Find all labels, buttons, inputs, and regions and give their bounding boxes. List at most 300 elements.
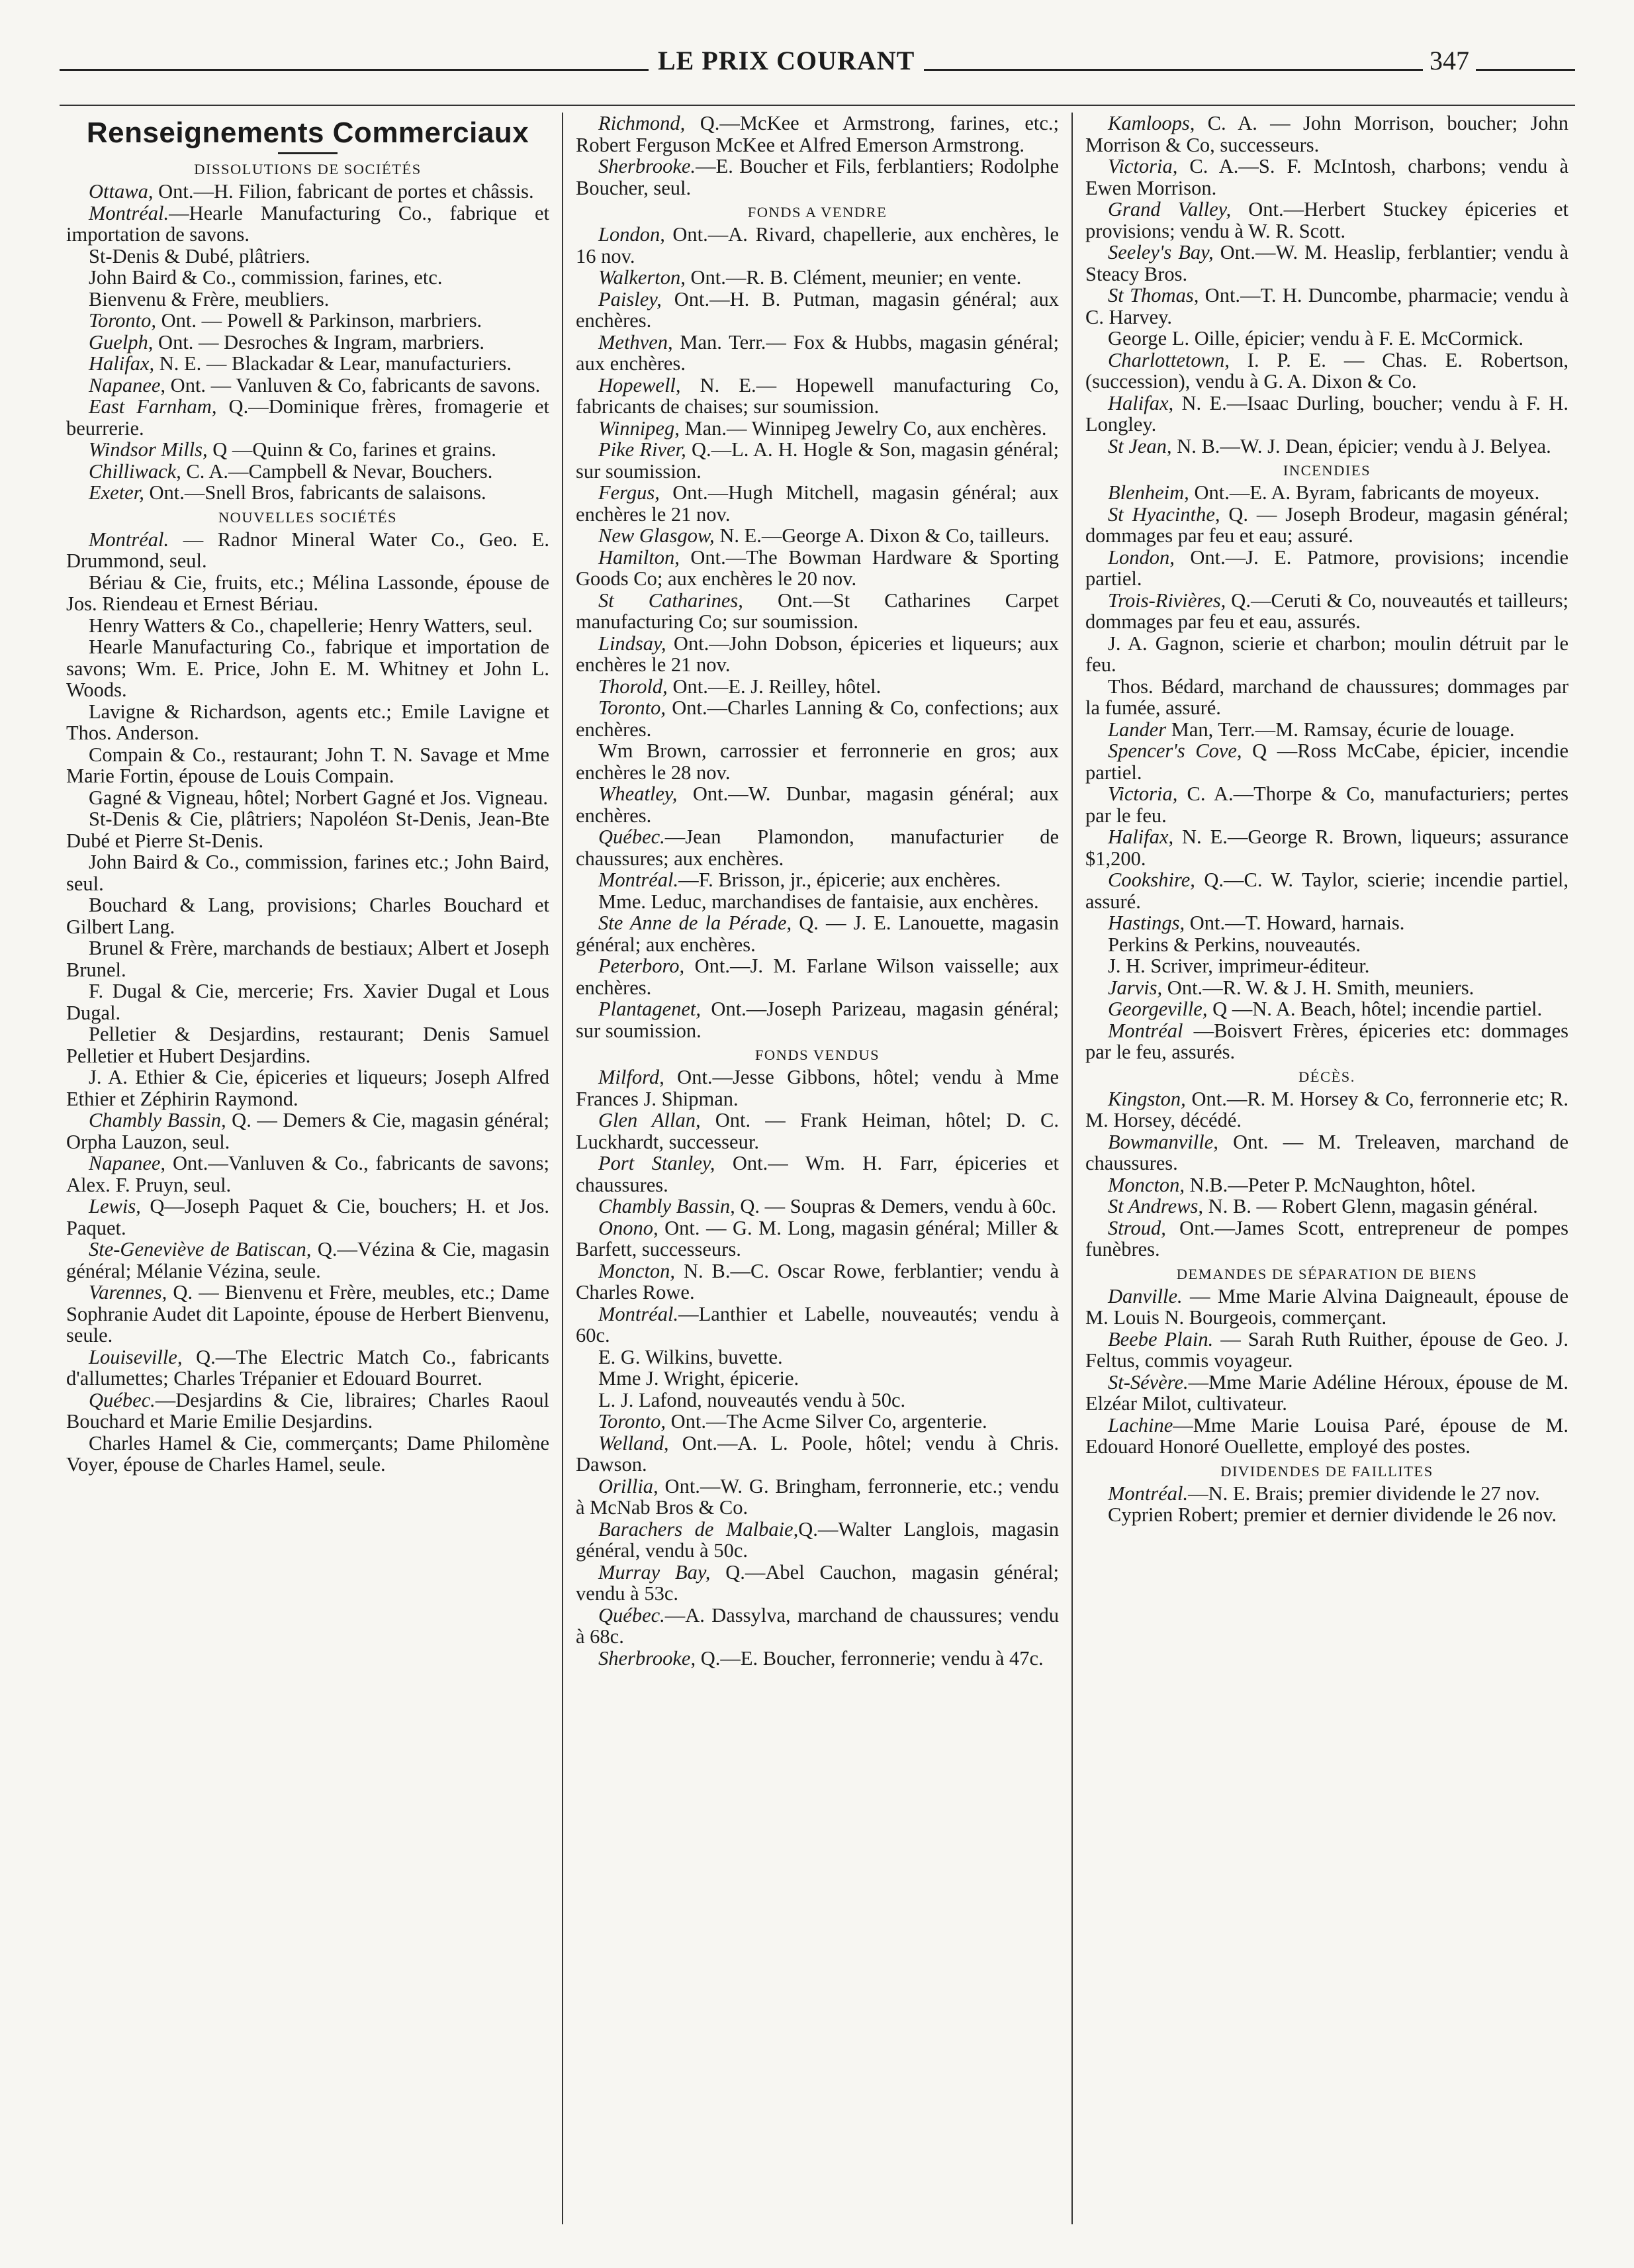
entry-place: Lindsay, bbox=[598, 632, 666, 655]
entry-place: Fergus, bbox=[598, 481, 660, 504]
notice-entry bbox=[66, 1153, 549, 1196]
entry-text: —N. E. Brais; premier dividende le 27 nov. bbox=[1188, 1482, 1540, 1505]
entry-place: Port Stanley, bbox=[598, 1152, 715, 1174]
notice-entry bbox=[576, 1368, 1059, 1390]
entry-place: Toronto, bbox=[598, 1410, 666, 1433]
entry-place: Lachine bbox=[1108, 1413, 1173, 1437]
notice-entry bbox=[1085, 113, 1568, 156]
notice-entry bbox=[66, 701, 549, 744]
entry-text: J. A. Gagnon, scierie et charbon; moulin détruit par le feu. bbox=[1085, 632, 1568, 676]
notice-entry bbox=[66, 1390, 549, 1433]
entry-text: Ont.—T. Howard, harnais. bbox=[1185, 912, 1405, 934]
notice-entry bbox=[1085, 199, 1568, 242]
entry-place: Montréal. bbox=[1108, 1482, 1189, 1505]
notice-entry bbox=[66, 1066, 549, 1110]
entry-place: Kamloops, bbox=[1108, 112, 1195, 134]
entry-place: New Glasgow, bbox=[598, 524, 715, 547]
entry-text: N. E. — Blackadar & Lear, manufacturiers. bbox=[154, 352, 512, 375]
entry-place: St Andrews, bbox=[1108, 1195, 1204, 1217]
notice-entry bbox=[66, 1239, 549, 1282]
notice-entry bbox=[66, 289, 549, 310]
entry-place: Hopewell, bbox=[598, 373, 681, 397]
entry-text: Ont.—H. Filion, fabricant de portes et châssis. bbox=[153, 180, 534, 203]
entry-place: Montréal bbox=[1108, 1019, 1183, 1042]
entry-place: Moncton, bbox=[1108, 1173, 1185, 1196]
notice-entry bbox=[1085, 1286, 1568, 1329]
entry-text: Q.—C. W. Taylor, scierie; incendie partiel, assuré. bbox=[1085, 869, 1568, 913]
notice-entry bbox=[576, 375, 1059, 418]
notice-entry bbox=[576, 1110, 1059, 1153]
entry-place: Victoria, bbox=[1108, 155, 1178, 177]
notice-entry bbox=[66, 980, 549, 1023]
entry-text: Q.—McKee et Armstrong, farines, etc.; Robert Ferguson McKee et Alfred Emerson Armstrong. bbox=[576, 112, 1059, 156]
notice-entry bbox=[576, 590, 1059, 633]
notice-entry bbox=[1085, 328, 1568, 350]
entry-text: L. J. Lafond, nouveautés vendu à 50c. bbox=[598, 1388, 906, 1411]
notice-entry bbox=[66, 267, 549, 289]
notice-entry bbox=[66, 439, 549, 461]
entry-text: Q.—The Electric Match Co., fabricants d'allumettes; Charles Trépanier et Edouard Bourret. bbox=[66, 1345, 549, 1390]
notice-entry bbox=[66, 1433, 549, 1476]
notice-entry bbox=[576, 1153, 1059, 1196]
entry-place: Toronto, bbox=[89, 309, 156, 332]
entry-text: Bouchard & Lang, provisions; Charles Bouchard et Gilbert Lang. bbox=[66, 894, 549, 938]
entry-text: Q.—Walter Langlois, magasin général, vendu à 50c. bbox=[576, 1517, 1059, 1562]
entry-text: Ont.—Vanluven & Co., fabricants de savons; Alex. F. Pruyn, seul. bbox=[66, 1152, 549, 1196]
entry-text: E. G. Wilkins, buvette. bbox=[598, 1345, 783, 1368]
notice-entry bbox=[576, 1260, 1059, 1303]
entry-text: Ont. — Desroches & Ingram, marbriers. bbox=[153, 330, 484, 354]
entry-text: Charles Hamel & Cie, commerçants; Dame Philomène Voyer, épouse de Charles Hamel, seule. bbox=[66, 1431, 549, 1476]
entry-place: Halifax, bbox=[1108, 826, 1174, 848]
entry-text: — Sarah Ruth Ruither, épouse de Geo. J. Feltus, commis voyageur. bbox=[1085, 1327, 1568, 1372]
notice-entry bbox=[576, 1476, 1059, 1519]
entry-place: Walkerton, bbox=[598, 266, 686, 289]
section-heading: FONDS A VENDRE bbox=[747, 204, 887, 220]
notice-entry bbox=[66, 1347, 549, 1390]
entry-place: Orillia, bbox=[598, 1474, 658, 1497]
entry-text: J. H. Scriver, imprimeur-éditeur. bbox=[1108, 955, 1370, 977]
entry-place: Pike River, bbox=[598, 438, 686, 461]
notice-entry bbox=[576, 740, 1059, 783]
entry-text: Gagné & Vigneau, hôtel; Norbert Gagné et Jos. Vigneau. bbox=[89, 786, 548, 809]
entry-text: N. E.—Isaac Durling, boucher; vendu à F. H. Longley. bbox=[1085, 391, 1568, 436]
notice-entry bbox=[576, 482, 1059, 525]
entry-place: Welland, bbox=[598, 1431, 669, 1454]
entry-place: Trois-Rivières, bbox=[1108, 589, 1226, 612]
notice-entry bbox=[66, 572, 549, 615]
entry-text: C. A.—Campbell & Nevar, Bouchers. bbox=[181, 459, 493, 483]
entry-text: Ont. — Powell & Parkinson, marbriers. bbox=[156, 309, 482, 332]
entry-text: Q.—Abel Cauchon, magasin général; vendu à 53c. bbox=[576, 1560, 1060, 1605]
notice-entry bbox=[576, 783, 1059, 826]
notice-entry bbox=[576, 1347, 1059, 1368]
entry-text: —Lanthier et Labelle, nouveautés; vendu à 60c. bbox=[576, 1302, 1059, 1347]
section-heading: FONDS VENDUS bbox=[754, 1047, 880, 1063]
entry-text: Ont.—J. M. Farlane Wilson vaisselle; aux enchères. bbox=[576, 955, 1059, 999]
notice-entry bbox=[1085, 633, 1568, 676]
page-columns bbox=[66, 113, 1568, 2224]
entry-place: Grand Valley, bbox=[1108, 198, 1232, 220]
notice-entry bbox=[1085, 482, 1568, 504]
notice-entry bbox=[1085, 998, 1568, 1020]
entry-place: Bowmanville, bbox=[1108, 1130, 1218, 1153]
entry-place: Sherbrooke, bbox=[598, 1646, 696, 1670]
entry-text: Q. — Soupras & Demers, vendu à 60c. bbox=[735, 1195, 1057, 1217]
entry-text: Q —Quinn & Co, farines et grains. bbox=[207, 438, 496, 461]
notice-entry bbox=[66, 808, 549, 851]
notice-entry bbox=[66, 1282, 549, 1347]
entry-text: Ont. — M. Treleaven, marchand de chaussures. bbox=[1085, 1130, 1568, 1174]
entry-text: Perkins & Perkins, nouveautés. bbox=[1108, 933, 1361, 956]
notice-entry bbox=[576, 332, 1059, 375]
entry-place: Lewis, bbox=[89, 1195, 141, 1217]
entry-place: Paisley, bbox=[598, 287, 662, 310]
notice-entry bbox=[66, 615, 549, 637]
entry-text: Ont.—T. H. Duncombe, pharmacie; vendu à C. Harvey. bbox=[1085, 284, 1568, 328]
notice-entry bbox=[66, 181, 549, 203]
page-number: 347 bbox=[1423, 45, 1476, 76]
notice-entry bbox=[66, 246, 549, 267]
notice-entry bbox=[66, 332, 549, 354]
entry-place: Onono, bbox=[598, 1216, 658, 1239]
entry-place: Blenheim, bbox=[1108, 481, 1189, 504]
entry-place: Victoria, bbox=[1108, 782, 1178, 805]
column-2 bbox=[576, 113, 1059, 2224]
entry-text: Ont.—Jesse Gibbons, hôtel; vendu à Mme Frances J. Shipman. bbox=[576, 1066, 1059, 1110]
entry-place: Barachers de Malbaie, bbox=[598, 1517, 799, 1540]
entry-text: Ont. — Frank Heiman, hôtel; D. C. Luckhardt, successeur. bbox=[576, 1109, 1059, 1153]
entry-text: John Baird & Co., commission, farines etc.; John Baird, seul. bbox=[66, 851, 549, 895]
entry-text: N. B.—W. J. Dean, épicier; vendu à J. Belyea. bbox=[1171, 434, 1551, 457]
entry-place: St-Sévère. bbox=[1108, 1370, 1189, 1394]
notice-entry bbox=[66, 787, 549, 809]
notice-entry bbox=[1085, 1174, 1568, 1196]
entry-place: Jarvis, bbox=[1108, 976, 1163, 999]
entry-text: —F. Brisson, jr., épicerie; aux enchères. bbox=[678, 869, 1001, 891]
entry-place: Richmond, bbox=[598, 112, 686, 134]
entry-text: Ont.—A. L. Poole, hôtel; vendu à Chris. Dawson. bbox=[576, 1431, 1059, 1476]
entry-text: Mme J. Wright, épicerie. bbox=[598, 1367, 799, 1390]
entry-text: Q. — Demers & Cie, magasin général; Orpha Lauzon, seul. bbox=[66, 1109, 549, 1153]
notice-entry bbox=[576, 1066, 1059, 1110]
entry-place: Murray Bay, bbox=[598, 1560, 711, 1583]
notice-entry bbox=[1085, 955, 1568, 977]
entry-text: Bienvenu & Frère, meubliers. bbox=[89, 287, 330, 310]
section-heading: DEMANDES DE SÉPARATION DE BIENS bbox=[1176, 1265, 1478, 1282]
entry-place: Glen Allan, bbox=[598, 1109, 701, 1131]
notice-entry bbox=[66, 1196, 549, 1239]
entry-place: Moncton, bbox=[598, 1259, 676, 1282]
notice-entry bbox=[1085, 242, 1568, 285]
entry-place: Halifax, bbox=[89, 352, 155, 375]
entry-text: Brunel & Frère, marchands de bestiaux; Albert et Joseph Brunel. bbox=[66, 937, 549, 981]
entry-text: N. E.—George R. Brown, liqueurs; assurance $1,200. bbox=[1085, 826, 1568, 870]
entry-place: Plantagenet, bbox=[598, 998, 702, 1020]
entry-place: Guelph, bbox=[89, 330, 154, 354]
notice-entry bbox=[576, 289, 1059, 332]
notice-entry bbox=[66, 894, 549, 937]
notice-entry bbox=[576, 826, 1059, 869]
entry-text: Thos. Bédard, marchand de chaussures; dommages par la fumée, assuré. bbox=[1085, 675, 1568, 719]
entry-place: Exeter, bbox=[89, 481, 144, 504]
entry-place: Sherbrooke. bbox=[598, 155, 696, 177]
entry-place: Ste Anne de la Pérade, bbox=[598, 912, 792, 934]
entry-place: Montréal. bbox=[598, 869, 679, 891]
notice-entry bbox=[1085, 1196, 1568, 1217]
entry-text: Ont.—J. E. Patmore, provisions; incendie partiel. bbox=[1085, 545, 1568, 590]
entry-text: Ont.—R. W. & J. H. Smith, meuniers. bbox=[1162, 976, 1475, 999]
notice-entry bbox=[1085, 1504, 1568, 1526]
entry-text: Q.—Dominique frères, fromagerie et beurrerie. bbox=[66, 395, 549, 440]
entry-text: Man.— Winnipeg Jewelry Co, aux enchères. bbox=[679, 416, 1047, 440]
notice-entry bbox=[1085, 504, 1568, 547]
entry-text: Bériau & Cie, fruits, etc.; Mélina Lassonde, épouse de Jos. Riendeau et Ernest Bériau. bbox=[66, 571, 549, 615]
notice-entry bbox=[66, 353, 549, 375]
entry-text: C. A.—Thorpe & Co, manufacturiers; pertes par le feu. bbox=[1085, 782, 1568, 827]
entry-place: Hastings, bbox=[1108, 912, 1185, 934]
entry-text: Ont.— Wm. H. Farr, épiceries et chaussures. bbox=[576, 1152, 1059, 1196]
entry-text: Ont.—Charles Lanning & Co, confections; aux enchères. bbox=[576, 696, 1059, 741]
notice-entry bbox=[1085, 1372, 1568, 1415]
entry-text: Ont.—The Bowman Hardware & Sporting Goods Co; aux enchères le 20 nov. bbox=[576, 545, 1059, 590]
notice-entry bbox=[576, 224, 1059, 267]
notice-entry bbox=[576, 633, 1059, 676]
entry-text: —Hearle Manufacturing Co., fabrique et importation de savons. bbox=[66, 201, 549, 246]
notice-entry bbox=[576, 1519, 1059, 1562]
notice-entry bbox=[576, 267, 1059, 289]
notice-entry bbox=[576, 676, 1059, 698]
entry-text: Ont. — G. M. Long, magasin général; Miller & Barfett, successeurs. bbox=[576, 1216, 1059, 1260]
column-3 bbox=[1085, 113, 1568, 2224]
notice-entry bbox=[1085, 1415, 1568, 1458]
notice-entry bbox=[1085, 285, 1568, 328]
entry-text: George L. Oille, épicier; vendu à F. E. McCormick. bbox=[1108, 327, 1524, 350]
notice-entry bbox=[576, 1390, 1059, 1411]
notice-entry bbox=[576, 869, 1059, 891]
entry-text: N. B. — Robert Glenn, magasin général. bbox=[1203, 1195, 1538, 1217]
notice-entry bbox=[66, 375, 549, 397]
notice-entry bbox=[1085, 826, 1568, 869]
section-heading: INCENDIES bbox=[1283, 462, 1371, 479]
header-rule-lower bbox=[60, 105, 1575, 106]
entry-place: Methven, bbox=[598, 330, 673, 354]
entry-text: C. A. — John Morrison, boucher; John Morrison & Co, successeurs. bbox=[1085, 112, 1568, 156]
notice-entry bbox=[576, 1411, 1059, 1433]
entry-text: Ont.—Hugh Mitchell, magasin général; aux enchères le 21 nov. bbox=[576, 481, 1059, 526]
entry-text: Ont.—W. M. Heaslip, ferblantier; vendu à Steacy Bros. bbox=[1085, 241, 1568, 285]
entry-place: Windsor Mills, bbox=[89, 438, 208, 461]
entry-place: London, bbox=[598, 223, 665, 246]
notice-entry bbox=[576, 1217, 1059, 1260]
entry-place: St Thomas, bbox=[1108, 284, 1199, 307]
entry-text: Ont.—John Dobson, épiceries et liqueurs; aux enchères le 21 nov. bbox=[576, 632, 1059, 676]
entry-text: Man. Terr.— Fox & Hubbs, magasin général; aux enchères. bbox=[576, 330, 1059, 375]
entry-place: East Farnham, bbox=[89, 395, 217, 418]
entry-text: Cyprien Robert; premier et dernier dividende le 26 nov. bbox=[1108, 1503, 1557, 1526]
notice-entry bbox=[66, 1023, 549, 1066]
entry-text: Ont.—W. Dunbar, magasin général; aux enchères. bbox=[576, 782, 1059, 827]
notice-entry bbox=[66, 482, 549, 504]
entry-text: Mme. Leduc, marchandises de fantaisie, aux enchères. bbox=[598, 890, 1039, 913]
notice-entry bbox=[576, 912, 1059, 955]
entry-place: Halifax, bbox=[1108, 391, 1174, 414]
entry-text: —Desjardins & Cie, libraires; Charles Raoul Bouchard et Marie Emilie Desjardins. bbox=[66, 1388, 549, 1433]
title-rule bbox=[278, 152, 338, 154]
entry-text: Lavigne & Richardson, agents etc.; Emile Lavigne et Thos. Anderson. bbox=[66, 700, 549, 744]
notice-entry bbox=[576, 1303, 1059, 1347]
entry-place: Québec. bbox=[598, 1603, 665, 1627]
entry-text: Ont.—Joseph Parizeau, magasin général; sur soumission. bbox=[576, 998, 1059, 1042]
notice-entry bbox=[576, 1605, 1059, 1648]
entry-text: Q. — Bienvenu et Frère, meubles, etc.; Dame Sophranie Audet dit Lapointe, épouse de Herbert Bienvenu, seule. bbox=[66, 1281, 549, 1347]
entry-text: F. Dugal & Cie, mercerie; Frs. Xavier Dugal et Lous Dugal. bbox=[66, 980, 549, 1024]
entry-text: Q. — Joseph Brodeur, magasin général; dommages par feu et eau; assuré. bbox=[1085, 502, 1568, 547]
entry-text: Ont.—A. Rivard, chapellerie, aux enchères, le 16 nov. bbox=[576, 223, 1059, 267]
entry-text: —Mme Marie Louisa Paré, épouse de M. Edouard Honoré Ouellette, employé des postes. bbox=[1085, 1413, 1568, 1458]
entry-text: Ont.—The Acme Silver Co, argenterie. bbox=[666, 1410, 987, 1433]
section-heading: DISSOLUTIONS DE SOCIÉTÉS bbox=[194, 161, 422, 177]
entry-text: Hearle Manufacturing Co., fabrique et importation de savons; Wm. E. Price, John E. M. Whitney et John L. Woods. bbox=[66, 636, 549, 701]
notice-entry bbox=[66, 203, 549, 246]
entry-place: Chambly Bassin, bbox=[89, 1109, 226, 1131]
entry-place: Louiseville, bbox=[89, 1345, 183, 1368]
entry-place: Winnipeg, bbox=[598, 416, 680, 440]
entry-text: —Boisvert Frères, épiceries etc: dommages par le feu, assurés. bbox=[1085, 1019, 1568, 1063]
notice-entry bbox=[1085, 547, 1568, 590]
entry-text: Wm Brown, carrossier et ferronnerie en gros; aux enchères le 28 nov. bbox=[576, 739, 1059, 784]
notice-entry bbox=[66, 461, 549, 483]
entry-text: Q.—Ceruti & Co, nouveautés et tailleurs; dommages par feu et eau, assurés. bbox=[1085, 589, 1568, 633]
entry-text: N.B.—Peter P. McNaughton, hôtel. bbox=[1185, 1173, 1476, 1196]
notice-entry bbox=[1085, 783, 1568, 826]
notice-entry bbox=[1085, 156, 1568, 199]
notice-entry bbox=[1085, 869, 1568, 912]
entry-text: Man, Terr.—M. Ramsay, écurie de louage. bbox=[1166, 718, 1515, 741]
entry-text: Ont.—H. B. Putman, magasin général; aux enchères. bbox=[576, 287, 1059, 332]
entry-text: — Radnor Mineral Water Co., Geo. E. Drummond, seul. bbox=[66, 528, 549, 572]
entry-place: St Catharines, bbox=[598, 589, 743, 612]
entry-place: London, bbox=[1108, 545, 1175, 569]
section-heading: DÉCÈS. bbox=[1298, 1068, 1355, 1085]
entry-place: Montréal. bbox=[598, 1302, 679, 1325]
entry-place: Hamilton, bbox=[598, 545, 680, 569]
entry-text: J. A. Ethier & Cie, épiceries et liqueurs; Joseph Alfred Ethier et Zéphirin Raymond. bbox=[66, 1066, 549, 1110]
entry-place: Québec. bbox=[89, 1388, 156, 1411]
entry-text: Henry Watters & Co., chapellerie; Henry Watters, seul. bbox=[89, 614, 533, 637]
entry-place: St Hyacinthe, bbox=[1108, 502, 1220, 526]
notice-entry bbox=[1085, 1131, 1568, 1174]
notice-entry bbox=[1085, 393, 1568, 436]
entry-place: St Jean, bbox=[1108, 434, 1172, 457]
entry-text: N. B.—C. Oscar Rowe, ferblantier; vendu à Charles Rowe. bbox=[576, 1259, 1059, 1303]
entry-place: Wheatley, bbox=[598, 782, 678, 805]
notice-entry bbox=[576, 1648, 1059, 1670]
entry-text: Q—Joseph Paquet & Cie, bouchers; H. et Jos. Paquet. bbox=[66, 1195, 549, 1239]
notice-entry bbox=[1085, 1483, 1568, 1505]
entry-place: Georgeville, bbox=[1108, 998, 1208, 1020]
section-title: Renseignements Commerciaux bbox=[86, 117, 529, 149]
entry-text: Q.—E. Boucher, ferronnerie; vendu à 47c. bbox=[696, 1646, 1044, 1670]
notice-entry bbox=[66, 396, 549, 439]
entry-text: —A. Dassylva, marchand de chaussures; vendu à 68c. bbox=[576, 1603, 1059, 1648]
notice-entry bbox=[1085, 436, 1568, 457]
entry-place: Peterboro, bbox=[598, 955, 685, 977]
entry-place: Québec. bbox=[598, 826, 665, 848]
entry-place: Milford, bbox=[598, 1066, 664, 1088]
entry-place: Ste-Geneviève de Batiscan, bbox=[89, 1238, 312, 1260]
entry-text: Ont.—Herbert Stuckey épiceries et provisions; vendu à W. R. Scott. bbox=[1085, 198, 1568, 242]
entry-place: Chambly Bassin, bbox=[598, 1195, 735, 1217]
entry-text: —Mme Marie Adéline Héroux, épouse de M. Elzéar Milot, cultivateur. bbox=[1085, 1370, 1568, 1415]
entry-text: Q. — J. E. Lanouette, magasin général; aux enchères. bbox=[576, 912, 1059, 956]
entry-text: Ont.—St Catharines Carpet manufacturing Co; sur soumission. bbox=[576, 589, 1060, 633]
notice-entry bbox=[576, 1562, 1059, 1605]
entry-text: C. A.—S. F. McIntosh, charbons; vendu à Ewen Morrison. bbox=[1085, 155, 1568, 199]
entry-place: Kingston, bbox=[1108, 1087, 1186, 1110]
entry-place: Montréal. bbox=[89, 528, 169, 551]
entry-place: Danville. bbox=[1108, 1284, 1183, 1307]
notice-entry bbox=[1085, 912, 1568, 934]
entry-text: Compain & Co., restaurant; John T. N. Savage et Mme Marie Fortin, épouse de Louis Compain. bbox=[66, 743, 549, 787]
entry-place: Cookshire, bbox=[1108, 869, 1195, 891]
notice-entry bbox=[1085, 676, 1568, 719]
notice-entry bbox=[1085, 350, 1568, 393]
entry-place: Stroud, bbox=[1108, 1216, 1166, 1239]
notice-entry bbox=[1085, 934, 1568, 956]
entry-place: Thorold, bbox=[598, 675, 668, 698]
notice-entry bbox=[576, 156, 1059, 199]
entry-place: Varennes, bbox=[89, 1281, 167, 1303]
entry-text: Q.—Vézina & Cie, magasin général; Mélanie Vézina, seule. bbox=[66, 1238, 549, 1282]
notice-entry bbox=[66, 1110, 549, 1153]
notice-entry bbox=[576, 998, 1059, 1041]
notice-entry bbox=[576, 525, 1059, 547]
entry-text: Ont.—E. A. Byram, fabricants de moyeux. bbox=[1189, 481, 1540, 504]
entry-place: Lander bbox=[1108, 718, 1167, 741]
entry-text: Ont.—Snell Bros, fabricants de salaisons. bbox=[144, 481, 486, 504]
notice-entry bbox=[66, 851, 549, 894]
entry-text: John Baird & Co., commission, farines, etc. bbox=[89, 266, 443, 289]
entry-text: Pelletier & Desjardins, restaurant; Denis Samuel Pelletier et Hubert Desjardins. bbox=[66, 1023, 549, 1067]
notice-entry bbox=[576, 955, 1059, 998]
entry-text: —E. Boucher et Fils, ferblantiers; Rodolphe Boucher, seul. bbox=[576, 155, 1059, 199]
notice-entry bbox=[576, 113, 1059, 156]
notice-entry bbox=[576, 697, 1059, 740]
entry-place: Chilliwack, bbox=[89, 459, 181, 483]
entry-place: Toronto, bbox=[598, 696, 666, 719]
notice-entry bbox=[66, 636, 549, 701]
entry-place: Napanee, bbox=[89, 1152, 166, 1174]
notice-entry bbox=[66, 744, 549, 787]
notice-entry bbox=[576, 418, 1059, 440]
entry-text: I. P. E. — Chas. E. Robertson, (succession), vendu à G. A. Dixon & Co. bbox=[1085, 348, 1568, 393]
entry-place: Spencer's Cove, bbox=[1108, 739, 1242, 762]
entry-text: — Mme Marie Alvina Daigneault, épouse de M. Louis N. Bourgeois, commerçant. bbox=[1085, 1284, 1568, 1329]
entry-place: Montréal. bbox=[89, 201, 169, 224]
entry-text: Q —Ross McCabe, épicier, incendie partiel. bbox=[1085, 739, 1568, 784]
entry-text: N. E.— Hopewell manufacturing Co, fabricants de chaises; sur soumission. bbox=[576, 373, 1059, 418]
entry-place: Beebe Plain. bbox=[1108, 1327, 1214, 1350]
entry-text: Ont. — Vanluven & Co, fabricants de savons. bbox=[165, 373, 541, 397]
entry-text: St-Denis & Cie, plâtriers; Napoléon St-Denis, Jean-Bte Dubé et Pierre St-Denis. bbox=[66, 808, 549, 852]
entry-place: Seeley's Bay, bbox=[1108, 241, 1214, 263]
entry-text: Ont.—R. B. Clément, meunier; en vente. bbox=[685, 266, 1022, 289]
entry-text: N. E.—George A. Dixon & Co, tailleurs. bbox=[714, 524, 1050, 547]
notice-entry bbox=[576, 547, 1059, 590]
running-title: LE PRIX COURANT bbox=[649, 45, 924, 76]
notice-entry bbox=[1085, 1217, 1568, 1260]
